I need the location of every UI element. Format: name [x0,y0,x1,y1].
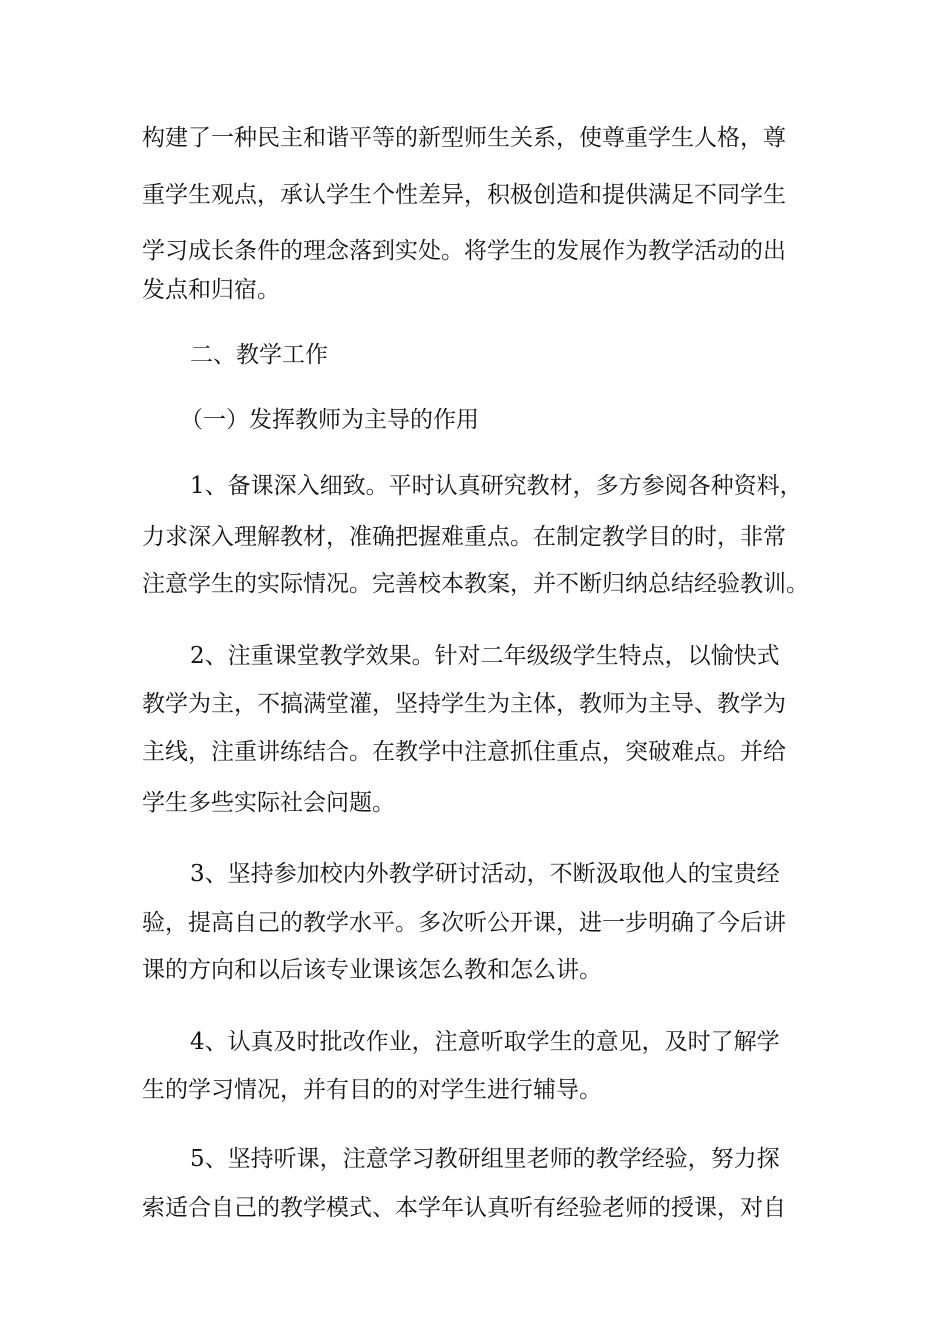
item-3-line-3: 课的方向和以后该专业课该怎么教和怎么讲。 [142,957,602,983]
item-3-line-2: 验，提高自己的教学水平。多次听公开课，进一步明确了今后讲 [142,910,786,936]
intro-line-4: 发点和归宿。 [142,277,280,303]
item-5-line-1: 5、坚持听课，注意学习教研组里老师的教学经验，努力探 [190,1146,780,1172]
section-heading-teaching-work: 二、教学工作 [190,342,328,368]
item-1-line-2: 力求深入理解教材，准确把握难重点。在制定教学目的时，非常 [142,524,786,550]
item-2-line-3: 主线，注重讲练结合。在教学中注意抓住重点，突破难点。并给 [142,739,786,765]
intro-line-1: 构建了一种民主和谐平等的新型师生关系，使尊重学生人格，尊 [142,125,786,151]
item-1-line-3: 注意学生的实际情况。完善校本教案，并不断归纳总结经验教训。 [142,571,809,597]
item-3-line-1: 3、坚持参加校内外教学研讨活动，不断汲取他人的宝贵经 [190,861,780,887]
item-1-line-1: 1、备课深入细致。平时认真研究教材，多方参阅各种资料， [190,473,803,499]
intro-line-2: 重学生观点，承认学生个性差异，积极创造和提供满足不同学生 [142,182,786,208]
subsection-heading-teacher-role: （一）发挥教师为主导的作用 [180,407,479,433]
item-4-line-2: 生的学习情况，并有目的的对学生进行辅导。 [142,1077,602,1103]
item-2-line-1: 2、注重课堂教学效果。针对二年级级学生特点，以愉快式 [190,643,780,669]
item-4-line-1: 4、认真及时批改作业，注意听取学生的意见，及时了解学 [190,1029,780,1055]
item-5-line-2: 索适合自己的教学模式、本学年认真听有经验老师的授课，对自 [142,1195,786,1221]
intro-line-3: 学习成长条件的理念落到实处。将学生的发展作为教学活动的出 [142,238,786,264]
item-2-line-2: 教学为主，不搞满堂灌，坚持学生为主体，教师为主导、教学为 [142,691,786,717]
item-2-line-4: 学生多些实际社会问题。 [142,790,395,816]
